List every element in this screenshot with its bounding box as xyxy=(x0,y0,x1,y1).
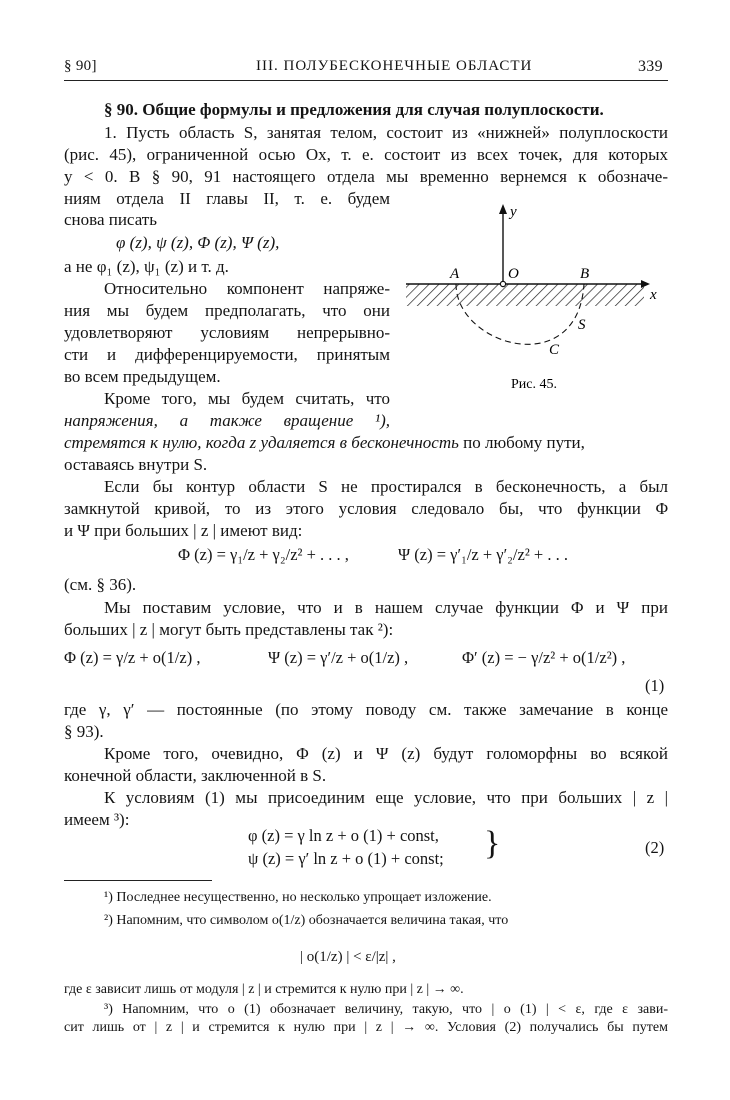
function-list: φ (z), ψ (z), Φ (z), Ψ (z), xyxy=(116,233,280,252)
text-line-9: удовлетворяют условиям непрерывно- xyxy=(64,323,390,342)
text-line-2: (рис. 45), ограниченной осью Ox, т. е. состоит из всех точек, для которых xyxy=(64,145,668,164)
text-line-12: Кроме того, мы будем считать, что xyxy=(104,389,390,408)
text-line-14-rest: по любому пути, xyxy=(458,433,585,452)
eq1-phi: Φ (z) = γ/z + o(1/z) , xyxy=(64,648,201,667)
series-phi: Φ (z) = γ₁/z + γ₂/z² + . . . , xyxy=(178,545,349,564)
text-line-7: Относительно компонент напряже- xyxy=(104,279,390,298)
text-line-1: 1. Пусть область S, занятая телом, состоит из «нижней» полуплоскости xyxy=(104,123,668,142)
eq1-psi: Ψ (z) = γ′/z + o(1/z) , xyxy=(268,648,409,667)
text-line-8: ния мы будем предполагать, что они xyxy=(64,301,390,320)
x-axis-arrow xyxy=(641,280,650,288)
y-axis-arrow xyxy=(499,204,507,214)
section-title: § 90. Общие формулы и предложения для случая полуплоскости. xyxy=(104,100,604,119)
eq2-label: (2) xyxy=(645,838,665,857)
text-line-22: где γ, γ′ — постоянные (по этому поводу см. также замечание в конце xyxy=(64,700,668,719)
text-line-4: ниям отдела II главы II, т. е. будем xyxy=(64,189,390,208)
half-plane-hatching xyxy=(406,284,644,306)
footnote-3: ³) Напомним, что o (1) обозначает величину, такую, что | o (1) | < ε, где ε зави- xyxy=(104,1002,668,1017)
footnote-1: ¹) Последнее несущественно, но несколько упрощает изложение. xyxy=(104,890,492,905)
text-line-17: замкнутой кривой, то из этого условия следовало бы, что функции Φ xyxy=(64,499,668,518)
eq1-label: (1) xyxy=(645,676,665,695)
text-line-19: (см. § 36). xyxy=(64,575,137,594)
text-line-24: Кроме того, очевидно, Φ (z) и Ψ (z) будут голоморфны во всякой xyxy=(104,744,668,763)
label-s: S xyxy=(578,317,586,333)
text-line-11: во всем предыдущем. xyxy=(64,367,221,386)
text-line-21: больших | z | могут быть представлены так ²): xyxy=(64,620,394,639)
text-line-14-italic: стремятся к нулю, когда z удаляется в бесконечность xyxy=(64,433,459,452)
text-line-13: напряжения, а также вращение ¹), xyxy=(64,411,390,430)
text-line-10: сти и дифференцируемости, принятым xyxy=(64,345,390,364)
text-line-16: Если бы контур области S не простирался в бесконечность, а был xyxy=(104,477,668,496)
footnote-2-continued: где ε зависит лишь от модуля | z | и стремится к нулю при | z | → ∞. xyxy=(64,982,464,997)
label-a: A xyxy=(450,266,460,282)
label-c: C xyxy=(549,342,560,358)
figure-45 xyxy=(398,196,670,396)
text-line-14 xyxy=(64,432,668,453)
label-b: B xyxy=(580,266,590,282)
text-line-5: снова писать xyxy=(64,210,157,229)
series-psi: Ψ (z) = γ′₁/z + γ′₂/z² + . . . xyxy=(398,545,568,564)
footnote-rule xyxy=(64,880,212,881)
label-y: y xyxy=(510,204,517,220)
text-line-25: конечной области, заключенной в S. xyxy=(64,766,327,785)
eq2-brace: } xyxy=(484,825,501,862)
footnote-2: ²) Напомним, что символом o(1/z) обозначается величина такая, что xyxy=(104,913,509,928)
page-number: 339 xyxy=(638,58,663,75)
text-line-15: оставаясь внутри S. xyxy=(64,455,208,474)
text-line-27: имеем ³): xyxy=(64,810,130,829)
eq2-psi: ψ (z) = γ′ ln z + o (1) + const; xyxy=(248,849,444,868)
label-x: x xyxy=(650,287,657,303)
footnote-3-continued: сит лишь от | z | и стремится к нулю при | z | → ∞. Условия (2) получались бы путем xyxy=(64,1020,668,1035)
header-chapter-title: III. ПОЛУБЕСКОНЕЧНЫЕ ОБЛАСТИ xyxy=(256,58,533,74)
eq1-phi-prime: Φ′ (z) = − γ/z² + o(1/z²) , xyxy=(462,648,626,667)
text-line-6: а не φ₁ (z), ψ₁ (z) и т. д. xyxy=(64,257,229,276)
text-line-23: § 93). xyxy=(64,722,104,741)
eq2-phi: φ (z) = γ ln z + o (1) + const, xyxy=(248,826,439,845)
origin-point xyxy=(500,281,505,286)
header-rule xyxy=(64,80,668,81)
header-section-ref: § 90] xyxy=(64,58,97,74)
label-o: O xyxy=(508,266,519,282)
text-line-3: y < 0. В § 90, 91 настоящего отдела мы временно вернемся к обозначе- xyxy=(64,167,668,186)
figure-caption: Рис. 45. xyxy=(511,377,557,392)
text-line-26: К условиям (1) мы присоединим еще условие, что при больших | z | xyxy=(104,788,668,807)
text-line-18: и Ψ при больших | z | имеют вид: xyxy=(64,521,303,540)
footnote-2-formula: | o(1/z) | < ε/|z| , xyxy=(300,949,396,965)
text-line-20: Мы поставим условие, что и в нашем случае функции Φ и Ψ при xyxy=(104,598,668,617)
